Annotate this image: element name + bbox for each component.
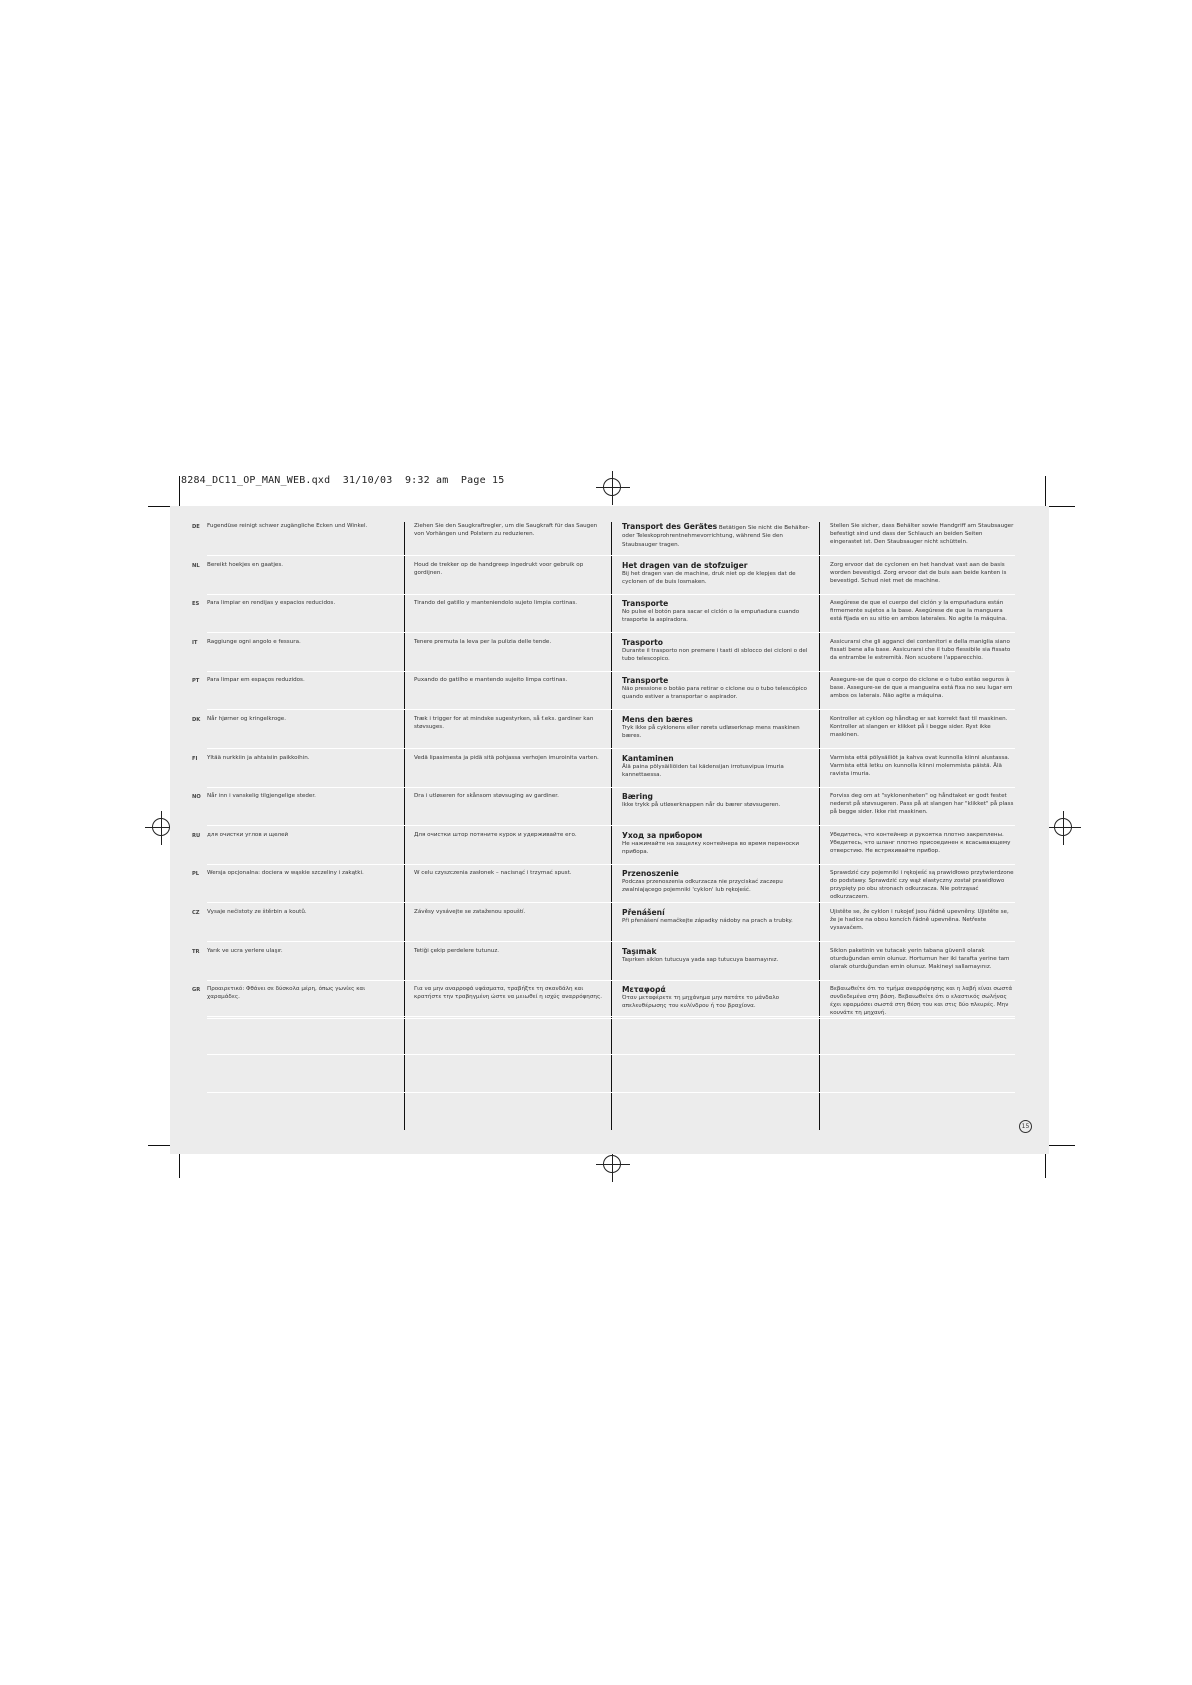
registration-mark-bottom xyxy=(603,1155,621,1173)
row-divider xyxy=(207,980,1015,981)
section-heading: Het dragen van de stofzuiger xyxy=(622,561,748,570)
transport-block xyxy=(622,638,814,664)
transport-block xyxy=(622,792,814,809)
transport-block xyxy=(622,676,814,702)
instruction-text: Bereikt hoekjes en gaatjes. xyxy=(207,562,284,568)
row-divider xyxy=(207,902,1015,903)
instruction-text: Για να μην αναρροφά υφάσματα, τραβήξτε τη σκανδάλη και κρατήστε την τραβηγμένη ώστε να μειωθεί η ισχύς αναρρόφησης. xyxy=(414,986,603,1000)
crop-mark xyxy=(1045,1154,1046,1178)
instruction-text: Puxando do gatilho e mantendo sujeito limpa cortinas. xyxy=(414,677,568,683)
instruction-text: Zorg ervoor dat de cyclonen en het handvat vast aan de basis worden bevestigd. Zorg ervoor dat de buis aan beide kanten is bevestigd. Schud niet met de machine. xyxy=(830,562,1007,584)
section-body: Tryk ikke på cyklonens eller rørets udløserknap mens maskinen bæres. xyxy=(622,725,800,740)
instruction-text: Tenere premuta la leva per la pulizia delle tende. xyxy=(414,639,552,645)
instruction-text: Når inn i vanskelig tilgjengelige steder. xyxy=(207,793,316,799)
section-heading: Уход за прибором xyxy=(622,831,703,840)
row-divider xyxy=(207,1018,1015,1019)
section-heading: Mens den bæres xyxy=(622,715,693,724)
section-body: Taşırken siklon tutucuya yada sap tutucuya basmayınız. xyxy=(622,957,779,963)
instruction-text: Para limpiar en rendijas y espacios reducidos. xyxy=(207,600,336,606)
transport-block xyxy=(622,869,814,895)
section-body: Ikke trykk på utløserknappen når du bærer støvsugeren. xyxy=(622,802,781,808)
row-divider xyxy=(207,825,1015,826)
section-body: Όταν μεταφέρετε τη μηχάνημα μην πατάτε το μάνδαλο απελευθέρωσης του κυλίνδρου ή του βραχίονα. xyxy=(622,995,780,1010)
instruction-text: Fugendüse reinigt schwer zugängliche Ecken und Winkel. xyxy=(207,523,368,529)
crop-mark xyxy=(179,476,180,506)
instruction-text: Assicurarsi che gli agganci dei contenitori e della maniglia siano fissati bene alla base. Assicurarsi che il tubo flessibile sia fissato da entrambe le estremità. Non scuotere l'apparecchio. xyxy=(830,639,1011,661)
section-heading: Przenoszenie xyxy=(622,869,679,878)
instruction-text: Убедитесь, что контейнер и рукоятка плотно закреплены. Убедитесь, что шланг плотно присоединен к всасывающему отверстию. Не встряхивайте прибор. xyxy=(830,832,1011,854)
section-body: Bij het dragen van de machine, druk niet op de klepjes dat de cyclonen of de buis losmaken. xyxy=(622,571,796,586)
instruction-text: Når hjørner og kringelkroge. xyxy=(207,716,287,722)
language-code: CZ xyxy=(192,910,200,916)
section-heading: Trasporto xyxy=(622,638,663,647)
language-code: RU xyxy=(192,833,201,839)
instruction-text: Βεβαιωθείτε ότι το τμήμα αναρρόφησης και η λαβή είναι σωστά συνδεδεμένα στη βάση. Βεβαιωθείτε ότι ο ελαστικός σωλήνας έχει εφαρμόσει σωστά στη θέση του και στις δύο πλευρές. Μην κουνάτε τη μηχανή. xyxy=(830,986,1013,1016)
language-code: GR xyxy=(192,987,201,993)
language-code: PL xyxy=(192,871,200,877)
section-heading: Transport des Gerätes xyxy=(622,522,718,531)
row-divider xyxy=(207,555,1015,556)
registration-mark-left xyxy=(152,818,170,836)
instruction-text: W celu czyszczenia zasłonek – nacisnąć i trzymać spust. xyxy=(414,870,572,876)
instruction-text: Ziehen Sie den Saugkraftregler, um die Saugkraft für das Saugen von Vorhängen und Polstern zu reduzieren. xyxy=(414,523,598,537)
instruction-text: Wersja opcjonalna: dociera w wąskie szczeliny i zakątki. xyxy=(207,870,364,876)
registration-mark-top xyxy=(603,478,621,496)
instruction-text: Závěsy vysávejte se zataženou spouští. xyxy=(414,909,526,915)
instruction-text: Tetiği çekip perdelere tutunuz. xyxy=(414,948,500,954)
row-divider xyxy=(207,671,1015,672)
language-code: NL xyxy=(192,563,200,569)
empty-line xyxy=(207,1016,1015,1017)
transport-block xyxy=(622,985,814,1011)
empty-line xyxy=(207,1092,1015,1093)
column-rule xyxy=(611,522,612,1130)
instruction-text: Kontroller at cyklon og håndtag er sat korrekt fast til maskinen. Kontroller at slangen er klikket på i begge sider. Ryst ikke maskinen. xyxy=(830,716,1008,738)
registration-mark-right xyxy=(1054,818,1072,836)
crop-mark xyxy=(148,506,172,507)
section-body: Älä paina pölysäiliöiden tai kädensijan irrotusvipua imuria kannettaessa. xyxy=(622,764,784,779)
instruction-text: Raggiunge ogni angolo e fessura. xyxy=(207,639,301,645)
row-divider xyxy=(207,594,1015,595)
column-rule xyxy=(819,522,820,1130)
section-body: Betätigen Sie nicht die Behälter- oder Teleskoprohrentnehmevorrichtung, während Sie den Staubsauger tragen. xyxy=(622,525,810,548)
crop-mark xyxy=(1045,476,1046,506)
transport-block xyxy=(622,561,814,587)
language-code: DE xyxy=(192,524,200,530)
language-code: FI xyxy=(192,756,198,762)
transport-block xyxy=(622,754,814,780)
row-divider xyxy=(207,632,1015,633)
crop-mark xyxy=(179,1154,180,1178)
instruction-text: Vysaje nečistoty ze štěrbin a koutů. xyxy=(207,909,307,915)
language-code: ES xyxy=(192,601,200,607)
instruction-text: Varmista että pölysäiliöt ja kahva ovat kunnolla kiinni alustassa. Varmista että letku on kunnolla kiinni molemmista päistä. Älä ravista imuria. xyxy=(830,755,1010,777)
instruction-text: Siklon paketinin ve tutacak yerin tabana güvenli olarak oturduğundan emin olunuz. Hortumun her iki tarafta yerine tam olarak oturduğundan emin olunuz. Makineyi sallamayınız. xyxy=(830,948,1010,970)
empty-line xyxy=(207,1054,1015,1055)
section-heading: Μεταφορά xyxy=(622,985,666,994)
instruction-text: Tirando del gatillo y manteniendolo sujeto limpia cortinas. xyxy=(414,600,578,606)
crop-mark xyxy=(148,1145,172,1146)
instruction-text: Dra i utløseren for skånsom støvsuging av gardiner. xyxy=(414,793,559,799)
section-body: Durante il trasporto non premere i tasti di sblocco dei cicloni o del tubo telescopico. xyxy=(622,648,808,663)
language-code: NO xyxy=(192,794,201,800)
language-code: TR xyxy=(192,949,200,955)
section-heading: Taşımak xyxy=(622,947,657,956)
instruction-text: Yarık ve ucra yerlere ulaşır. xyxy=(207,948,283,954)
crop-mark xyxy=(1049,1145,1075,1146)
row-divider xyxy=(207,864,1015,865)
language-code: DK xyxy=(192,717,201,723)
section-body: Podczas przenoszenia odkurzacza nie przyciskać zaczepu zwalniającego pojemniki 'cyklon' lub rękojeść. xyxy=(622,879,783,894)
instruction-text: Sprawdzić czy pojemniki i rękojeść są prawidłowo przytwierdzone do podstawy. Sprawdzić czy wąż elastyczny został prawidłowo przypięty po obu stronach odkurzacza. Nie potrząsać odkurzaczem. xyxy=(830,870,1014,900)
language-code: PT xyxy=(192,678,200,684)
transport-block xyxy=(622,831,814,857)
row-divider xyxy=(207,787,1015,788)
section-body: Não pressione o botão para retirar o ciclone ou o tubo telescópico quando estiver a transportar o aspirador. xyxy=(622,686,807,701)
crop-slug: 8284_DC11_OP_MAN_WEB.qxd 31/10/03 9:32 am Page 15 xyxy=(181,475,505,486)
instruction-text: Assegure-se de que o corpo do ciclone e o tubo estão seguros à base. Assegure-se de que a mangueira está fixa no seu lugar em ambos os laterais. Não agite a máquina. xyxy=(830,677,1013,699)
row-divider xyxy=(207,941,1015,942)
section-heading: Bæring xyxy=(622,792,653,801)
instruction-text: Προαιρετικό: Φθάνει σε δύσκολα μέρη, όπως γωνίες και χαραμάδες. xyxy=(207,986,366,1000)
transport-block xyxy=(622,947,814,964)
transport-block xyxy=(622,599,814,625)
instruction-text: Træk i trigger for at mindske sugestyrken, så f.eks. gardiner kan støvsuges. xyxy=(414,716,594,730)
language-code: IT xyxy=(192,640,198,646)
transport-block xyxy=(622,908,814,925)
instruction-text: Vedä lipasimesta ja pidä sitä pohjassa verhojen imuroinita varten. xyxy=(414,755,599,761)
section-body: Při přenášení nemačkejte západky nádoby na prach a trubky. xyxy=(622,918,793,924)
crop-mark xyxy=(1049,506,1075,507)
instruction-text: Para limpar em espaços reduzidos. xyxy=(207,677,305,683)
instruction-text: Forviss deg om at "syklonenheten" og håndtaket er godt festet nederst på støvsugeren. Pass på at slangen har "klikket" på plass på begge sider. Ikke rist maskinen. xyxy=(830,793,1014,815)
section-body: Не нажимайте на защелку контейнера во время переноски прибора. xyxy=(622,841,800,856)
column-rule xyxy=(404,522,405,1130)
section-heading: Transporte xyxy=(622,599,669,608)
instruction-text: Asegúrese de que el cuerpo del ciclón y la empuñadura están firmemente sujetos a la base. Asegúrese de que la manguera está fijada en su sitio en ambos laterales. No agite la máquina. xyxy=(830,600,1007,622)
instruction-text: Ujistěte se, že cyklon i rukojeť jsou řádně upevněny. Ujistěte se, že je hadice na obou koncích řádně upevněna. Netřeste vysavačem. xyxy=(830,909,1009,931)
instruction-text: Yltää nurkkiin ja ahtaisiin paikkoihin. xyxy=(207,755,310,761)
instruction-text: Houd de trekker op de handgreep ingedrukt voor gebruik op gordijnen. xyxy=(414,562,584,576)
page-number: 15 xyxy=(1019,1120,1032,1133)
row-divider xyxy=(207,748,1015,749)
transport-block xyxy=(622,522,814,549)
section-body: No pulse el botón para sacar el ciclón o la empuñadura cuando trasporte la aspiradora. xyxy=(622,609,800,624)
instruction-text: для очистки углов и щелей xyxy=(207,832,289,838)
instruction-text: Stellen Sie sicher, dass Behälter sowie Handgriff am Staubsauger befestigt sind und dass der Schlauch an beiden Seiten eingerastet ist. Den Staubsauger nicht schütteln. xyxy=(830,523,1014,545)
section-heading: Kantaminen xyxy=(622,754,674,763)
section-heading: Přenášení xyxy=(622,908,665,917)
instruction-text: Для очистки штор потяните курок и удерживайте его. xyxy=(414,832,577,838)
section-heading: Transporte xyxy=(622,676,669,685)
row-divider xyxy=(207,709,1015,710)
transport-block xyxy=(622,715,814,741)
